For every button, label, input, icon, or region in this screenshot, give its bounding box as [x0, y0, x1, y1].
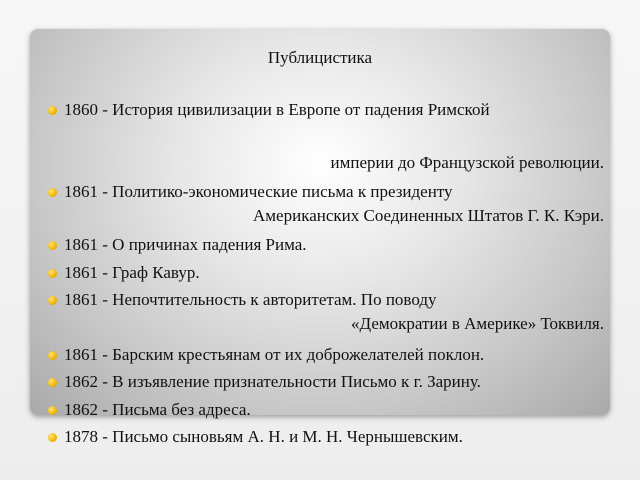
- list-item: [48, 288, 604, 336]
- list-item: [48, 425, 604, 449]
- bullet-icon: [48, 106, 57, 115]
- list-item: [48, 398, 604, 422]
- list-item-text: 1862 - Письма без адреса.: [64, 400, 251, 419]
- list-item: [48, 180, 604, 228]
- list-item-text: 1862 - В изъявление признательности Письмо к г. Зарину.: [64, 372, 481, 391]
- list-item: [48, 98, 604, 175]
- bullet-icon: [48, 269, 57, 278]
- list-item-continuation: Американских Соединенных Штатов Г. К. Кэри.: [253, 206, 604, 225]
- list-item: [48, 343, 604, 367]
- list-item-text: 1860 - История цивилизации в Европе от падения Римской: [64, 100, 490, 119]
- bullet-icon: [48, 406, 57, 415]
- list-item-text: 1861 - Непочтительность к авторитетам. По поводу: [64, 290, 437, 309]
- list-item-continuation: «Демократии в Америке» Токвиля.: [351, 314, 604, 333]
- bullet-icon: [48, 241, 57, 250]
- bullet-icon: [48, 188, 57, 197]
- bullet-icon: [48, 433, 57, 442]
- list-item: [48, 370, 604, 394]
- bullet-icon: [48, 296, 57, 305]
- list-item: [48, 233, 604, 257]
- bullet-icon: [48, 351, 57, 360]
- list-item: [48, 261, 604, 285]
- list-item-text: 1861 - О причинах падения Рима.: [64, 235, 307, 254]
- list-item-text: 1861 - Политико-экономические письма к президенту: [64, 182, 453, 201]
- list-item-text: 1861 - Граф Кавур.: [64, 263, 200, 282]
- slide-title: Публицистика: [267, 48, 373, 67]
- bullet-icon: [48, 378, 57, 387]
- list-item-text: 1878 - Письмо сыновьям А. Н. и М. Н. Чернышевским.: [64, 427, 463, 446]
- list-item-continuation: империи до Французской революции.: [330, 153, 604, 172]
- list-item-text: 1861 - Барским крестьянам от их доброжелателей поклон.: [64, 345, 485, 364]
